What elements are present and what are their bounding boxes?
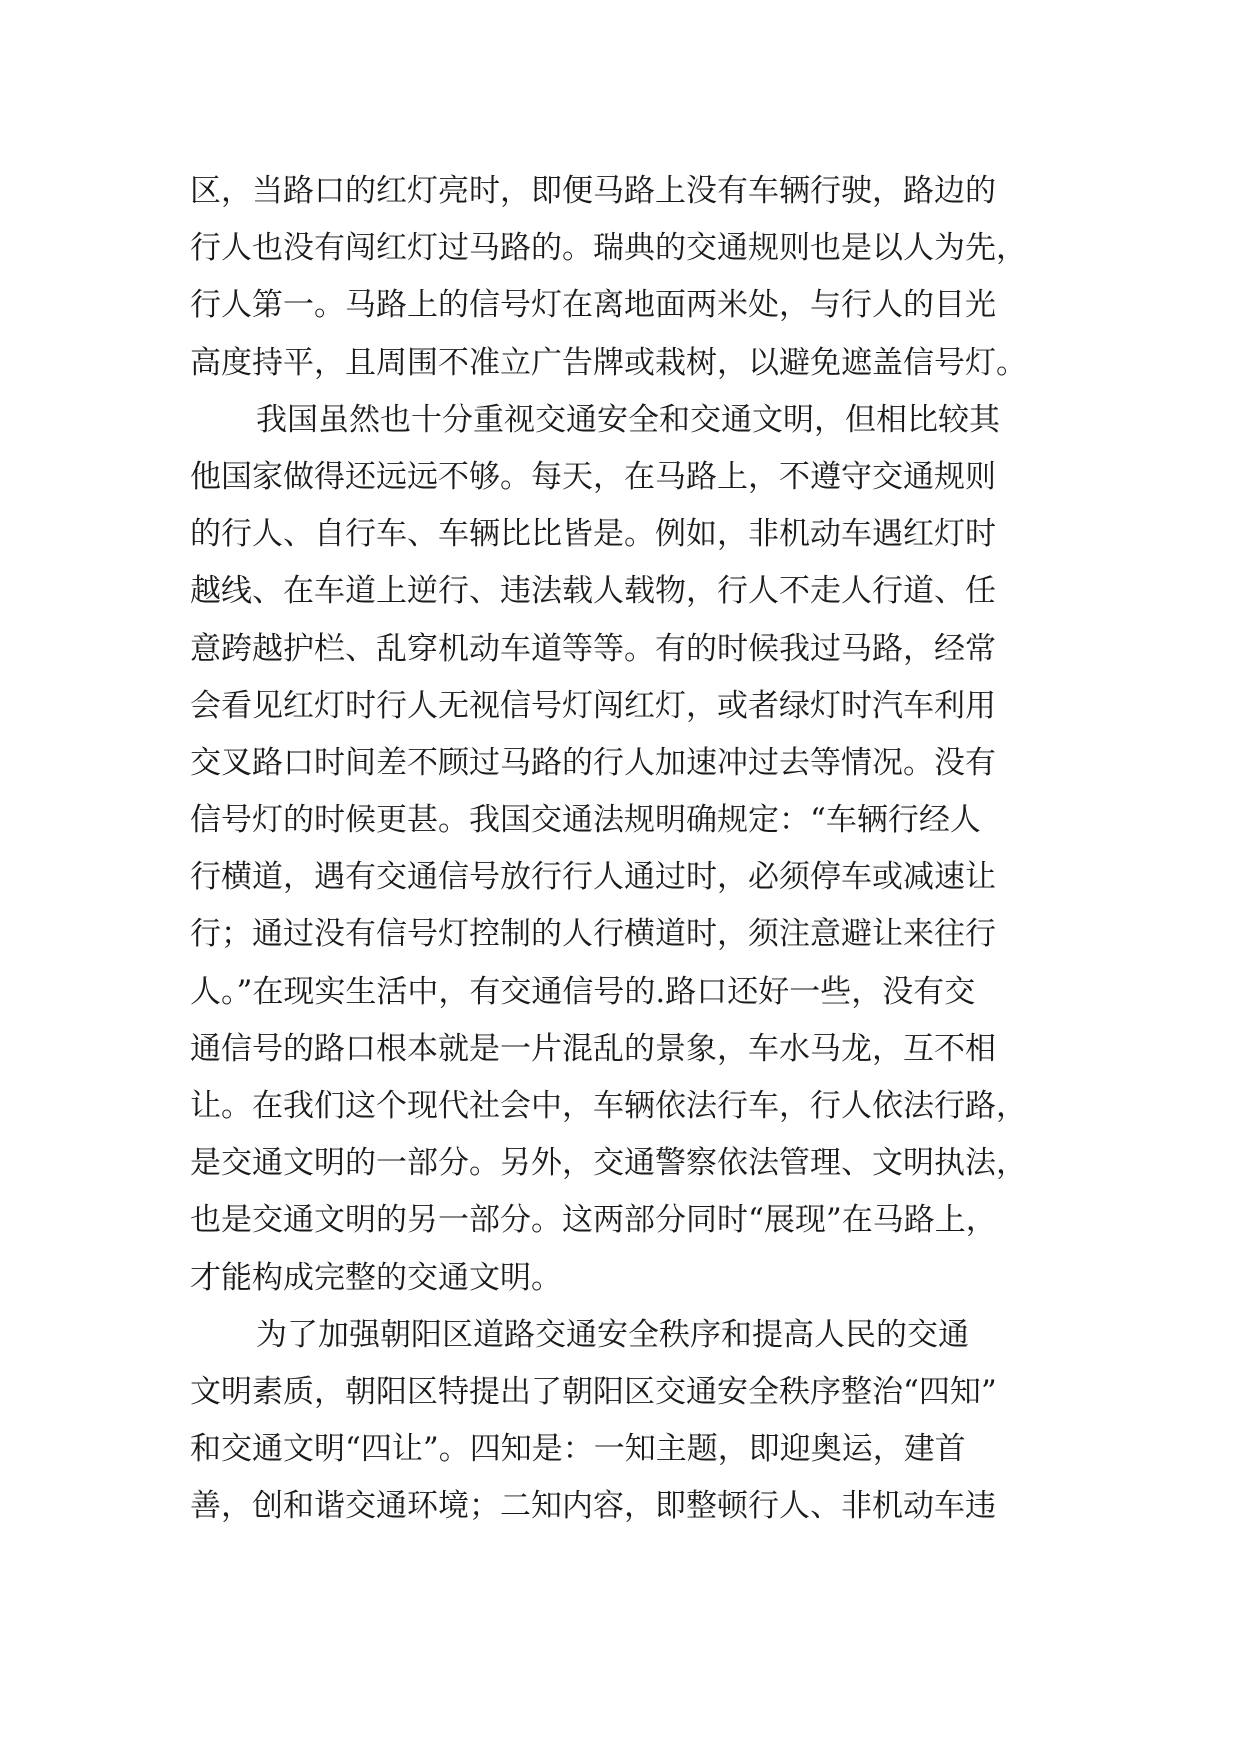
text-line: 他国家做得还远远不够。每天，在马路上，不遵守交通规则 — [190, 458, 996, 495]
text-line: 也是交通文明的另一部分。这两部分同时“展现”在马路上， — [190, 1202, 997, 1239]
text-line: 人。”在现实生活中，有交通信号的.路口还好一些，没有交 — [190, 973, 976, 1010]
body-text — [190, 163, 1070, 1536]
text-line: 善，创和谐交通环境；二知内容，即整顿行人、非机动车违 — [190, 1488, 996, 1525]
text-line: 的行人、自行车、车辆比比皆是。例如，非机动车遇红灯时 — [190, 516, 996, 553]
text-line: 会看见红灯时行人无视信号灯闯红灯，或者绿灯时汽车利用 — [190, 687, 996, 724]
text-line: 让。在我们这个现代社会中，车辆依法行车，行人依法行路， — [190, 1088, 1027, 1124]
text-line: 是交通文明的一部分。另外，交通警察依法管理、文明执法， — [190, 1145, 1027, 1182]
text-line: 交叉路口时间差不顾过马路的行人加速冲过去等情况。没有 — [190, 744, 996, 781]
text-line: 和交通文明“四让”。四知是：一知主题，即迎奥运，建首 — [190, 1431, 966, 1468]
paragraph-start-line: 为了加强朝阳区道路交通安全秩序和提高人民的交通 — [256, 1316, 969, 1353]
text-line: 行人第一。马路上的信号灯在离地面两米处，与行人的目光 — [190, 287, 996, 324]
text-line: 行横道，遇有交通信号放行行人通过时，必须停车或减速让 — [190, 859, 996, 896]
text-line: 高度持平，且周围不准立广告牌或栽树，以避免遮盖信号灯。 — [190, 344, 1027, 381]
text-line: 才能构成完整的交通文明。 — [190, 1259, 562, 1296]
text-line: 文明素质，朝阳区特提出了朝阳区交通安全秩序整治“四知” — [190, 1373, 997, 1410]
text-line: 通信号的路口根本就是一片混乱的景象，车水马龙，互不相 — [190, 1030, 996, 1067]
text-line: 行人也没有闯红灯过马路的。瑞典的交通规则也是以人为先， — [190, 230, 1027, 267]
text-line: 行；通过没有信号灯控制的人行横道时，须注意避让来往行 — [190, 916, 996, 953]
text-line: 区，当路口的红灯亮时，即便马路上没有车辆行驶，路边的 — [190, 173, 996, 209]
text-line: 信号灯的时候更甚。我国交通法规明确规定：“车辆行经人 — [190, 802, 981, 839]
text-line: 意跨越护栏、乱穿机动车道等等。有的时候我过马路，经常 — [190, 630, 996, 667]
paragraph-start-line: 我国虽然也十分重视交通安全和交通文明，但相比较其 — [256, 401, 1000, 438]
text-line: 越线、在车道上逆行、违法载人载物，行人不走人行道、任 — [190, 573, 996, 610]
